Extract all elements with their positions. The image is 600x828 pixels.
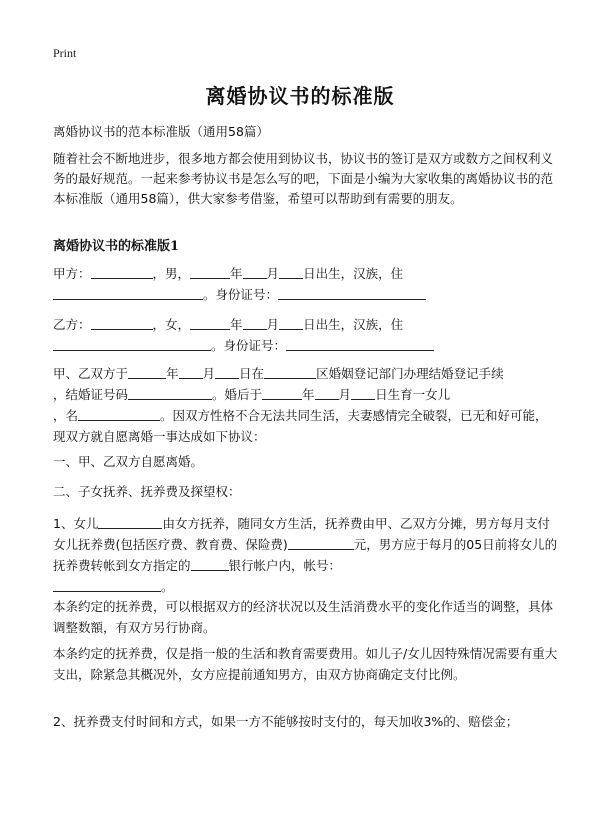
party-b-id-label: 。身份证号： <box>211 338 287 353</box>
party-b-address-blank[interactable] <box>53 337 211 351</box>
marriage-month-label: 月 <box>202 366 216 381</box>
marriage-intro: 甲、乙双方于 <box>53 366 129 381</box>
party-b-label: 乙方： <box>53 317 91 332</box>
marriage-year-blank[interactable] <box>128 365 166 379</box>
marriage-reason-text: 。因双方性格不合无法共同生活，夫妻感情完全破裂，已无和好可能，现双方就自愿离婚一事达成如下协议： <box>53 408 548 444</box>
marriage-office-text: 区婚姻登记部门办理结婚登记手续 <box>316 366 504 381</box>
child-year-blank[interactable] <box>262 386 302 400</box>
party-a-name-blank[interactable] <box>91 265 153 279</box>
clause-1-text-b: 元，男方应于每月的05日前将女儿的抚养费转帐到女方指定的 <box>53 537 558 573</box>
marriage-cert-label: ，结婚证号码 <box>53 387 129 402</box>
marriage-after-text: 。婚后于 <box>212 387 263 402</box>
clause-2: 2、抚养费支付时间和方式，如果一方不能够按时支付的，每天加收3%的、赔偿金； <box>53 714 519 729</box>
party-b-gender: ，女， <box>152 317 191 332</box>
agreement-item-2: 二、子女抚养、抚养费及探望权： <box>53 484 241 499</box>
clause-1 <box>53 513 558 597</box>
clause-1-prefix: 1、女儿 <box>53 516 99 531</box>
marriage-year-label: 年 <box>166 366 179 381</box>
party-a-id-label: 。身份证号： <box>203 287 279 302</box>
party-b-id-blank[interactable] <box>286 337 434 351</box>
party-b-line-2 <box>53 336 558 356</box>
party-a-year-label: 年 <box>230 266 243 281</box>
child-name-label: ，名 <box>53 408 79 423</box>
marriage-line-2 <box>53 385 558 405</box>
print-link[interactable]: Print <box>53 46 77 60</box>
child-year-label: 年 <box>302 387 315 402</box>
adjustment-paragraph: 本条约定的抚养费，可以根据双方的经济状况以及生活消费水平的变化作适当的调整，具体调整数額，有双方另行协商。 <box>53 599 554 635</box>
party-b-name-blank[interactable] <box>91 316 153 330</box>
support-amount-blank[interactable] <box>288 536 354 550</box>
party-b-line-1 <box>53 315 558 335</box>
marriage-day-blank[interactable] <box>215 365 239 379</box>
party-a-month-blank[interactable] <box>243 265 267 279</box>
section-heading: 离婚协议书的标准版1 <box>53 239 180 254</box>
party-a-day-blank[interactable] <box>279 265 303 279</box>
marriage-district-blank[interactable] <box>264 365 316 379</box>
party-b-year-blank[interactable] <box>190 316 230 330</box>
marriage-day-label: 日在 <box>239 366 265 381</box>
account-number-blank[interactable] <box>53 578 161 592</box>
agreement-item-1: 一、甲、乙双方自愿离婚。 <box>53 454 204 469</box>
party-b-day-blank[interactable] <box>279 316 303 330</box>
document-subtitle: 离婚协议书的范本标准版（通用58篇） <box>53 124 269 139</box>
party-a-label: 甲方： <box>53 266 91 281</box>
party-a-month-label: 月 <box>266 266 280 281</box>
marriage-month-blank[interactable] <box>179 365 203 379</box>
general-expense-paragraph: 本条约定的抚养费，仅是指一般的生活和教育需要费用。如儿子/女儿因特殊情况需要有重大支出，除紧急其概况外，女方应提前通知男方，由双方协商确定支付比例。 <box>53 646 558 682</box>
party-b-birth-text: 日出生，汉族，住 <box>303 317 404 332</box>
party-a-line-2 <box>53 285 558 305</box>
party-a-year-blank[interactable] <box>190 265 230 279</box>
page-title: 离婚协议书的标准版 <box>205 84 395 108</box>
clause-1-end: 。 <box>161 579 174 594</box>
child-day-blank[interactable] <box>351 386 375 400</box>
child-name-blank[interactable] <box>78 407 160 421</box>
child-month-label: 月 <box>338 387 352 402</box>
clause-1-text-a: 由女方抚养，随同女方生活，抚养费由甲、乙双方分摊，男方每月支付女儿抚养费(包括医疗费、教育费、保险费) <box>53 516 550 552</box>
child-birth-text: 日生育一女儿 <box>375 387 451 402</box>
party-b-month-blank[interactable] <box>243 316 267 330</box>
clause-1-text-c: 银行帐户内，帐号： <box>228 558 342 573</box>
party-a-line-1 <box>53 264 558 284</box>
marriage-line-3 <box>53 405 558 447</box>
party-a-address-blank[interactable] <box>53 286 203 300</box>
bank-name-blank[interactable] <box>191 557 229 571</box>
party-b-month-label: 月 <box>266 317 280 332</box>
party-b-year-label: 年 <box>230 317 243 332</box>
marriage-cert-blank[interactable] <box>128 386 212 400</box>
party-a-id-blank[interactable] <box>278 286 426 300</box>
party-a-gender: ，男， <box>152 266 191 281</box>
marriage-line-1 <box>53 364 558 384</box>
daughter-name-blank[interactable] <box>98 515 162 529</box>
intro-paragraph: 随着社会不断地进步，很多地方都会使用到协议书，协议书的签订是双方或数方之间权利义务的最好规范。一起来参考协议书是怎么写的吧，下面是小编为大家收集的离婚协议书的范本标准版（通用58篇），供大家参考借鉴，希望可以帮助到有需要的朋友。 <box>53 151 554 206</box>
child-month-blank[interactable] <box>315 386 339 400</box>
party-a-birth-text: 日出生，汉族，住 <box>303 266 404 281</box>
